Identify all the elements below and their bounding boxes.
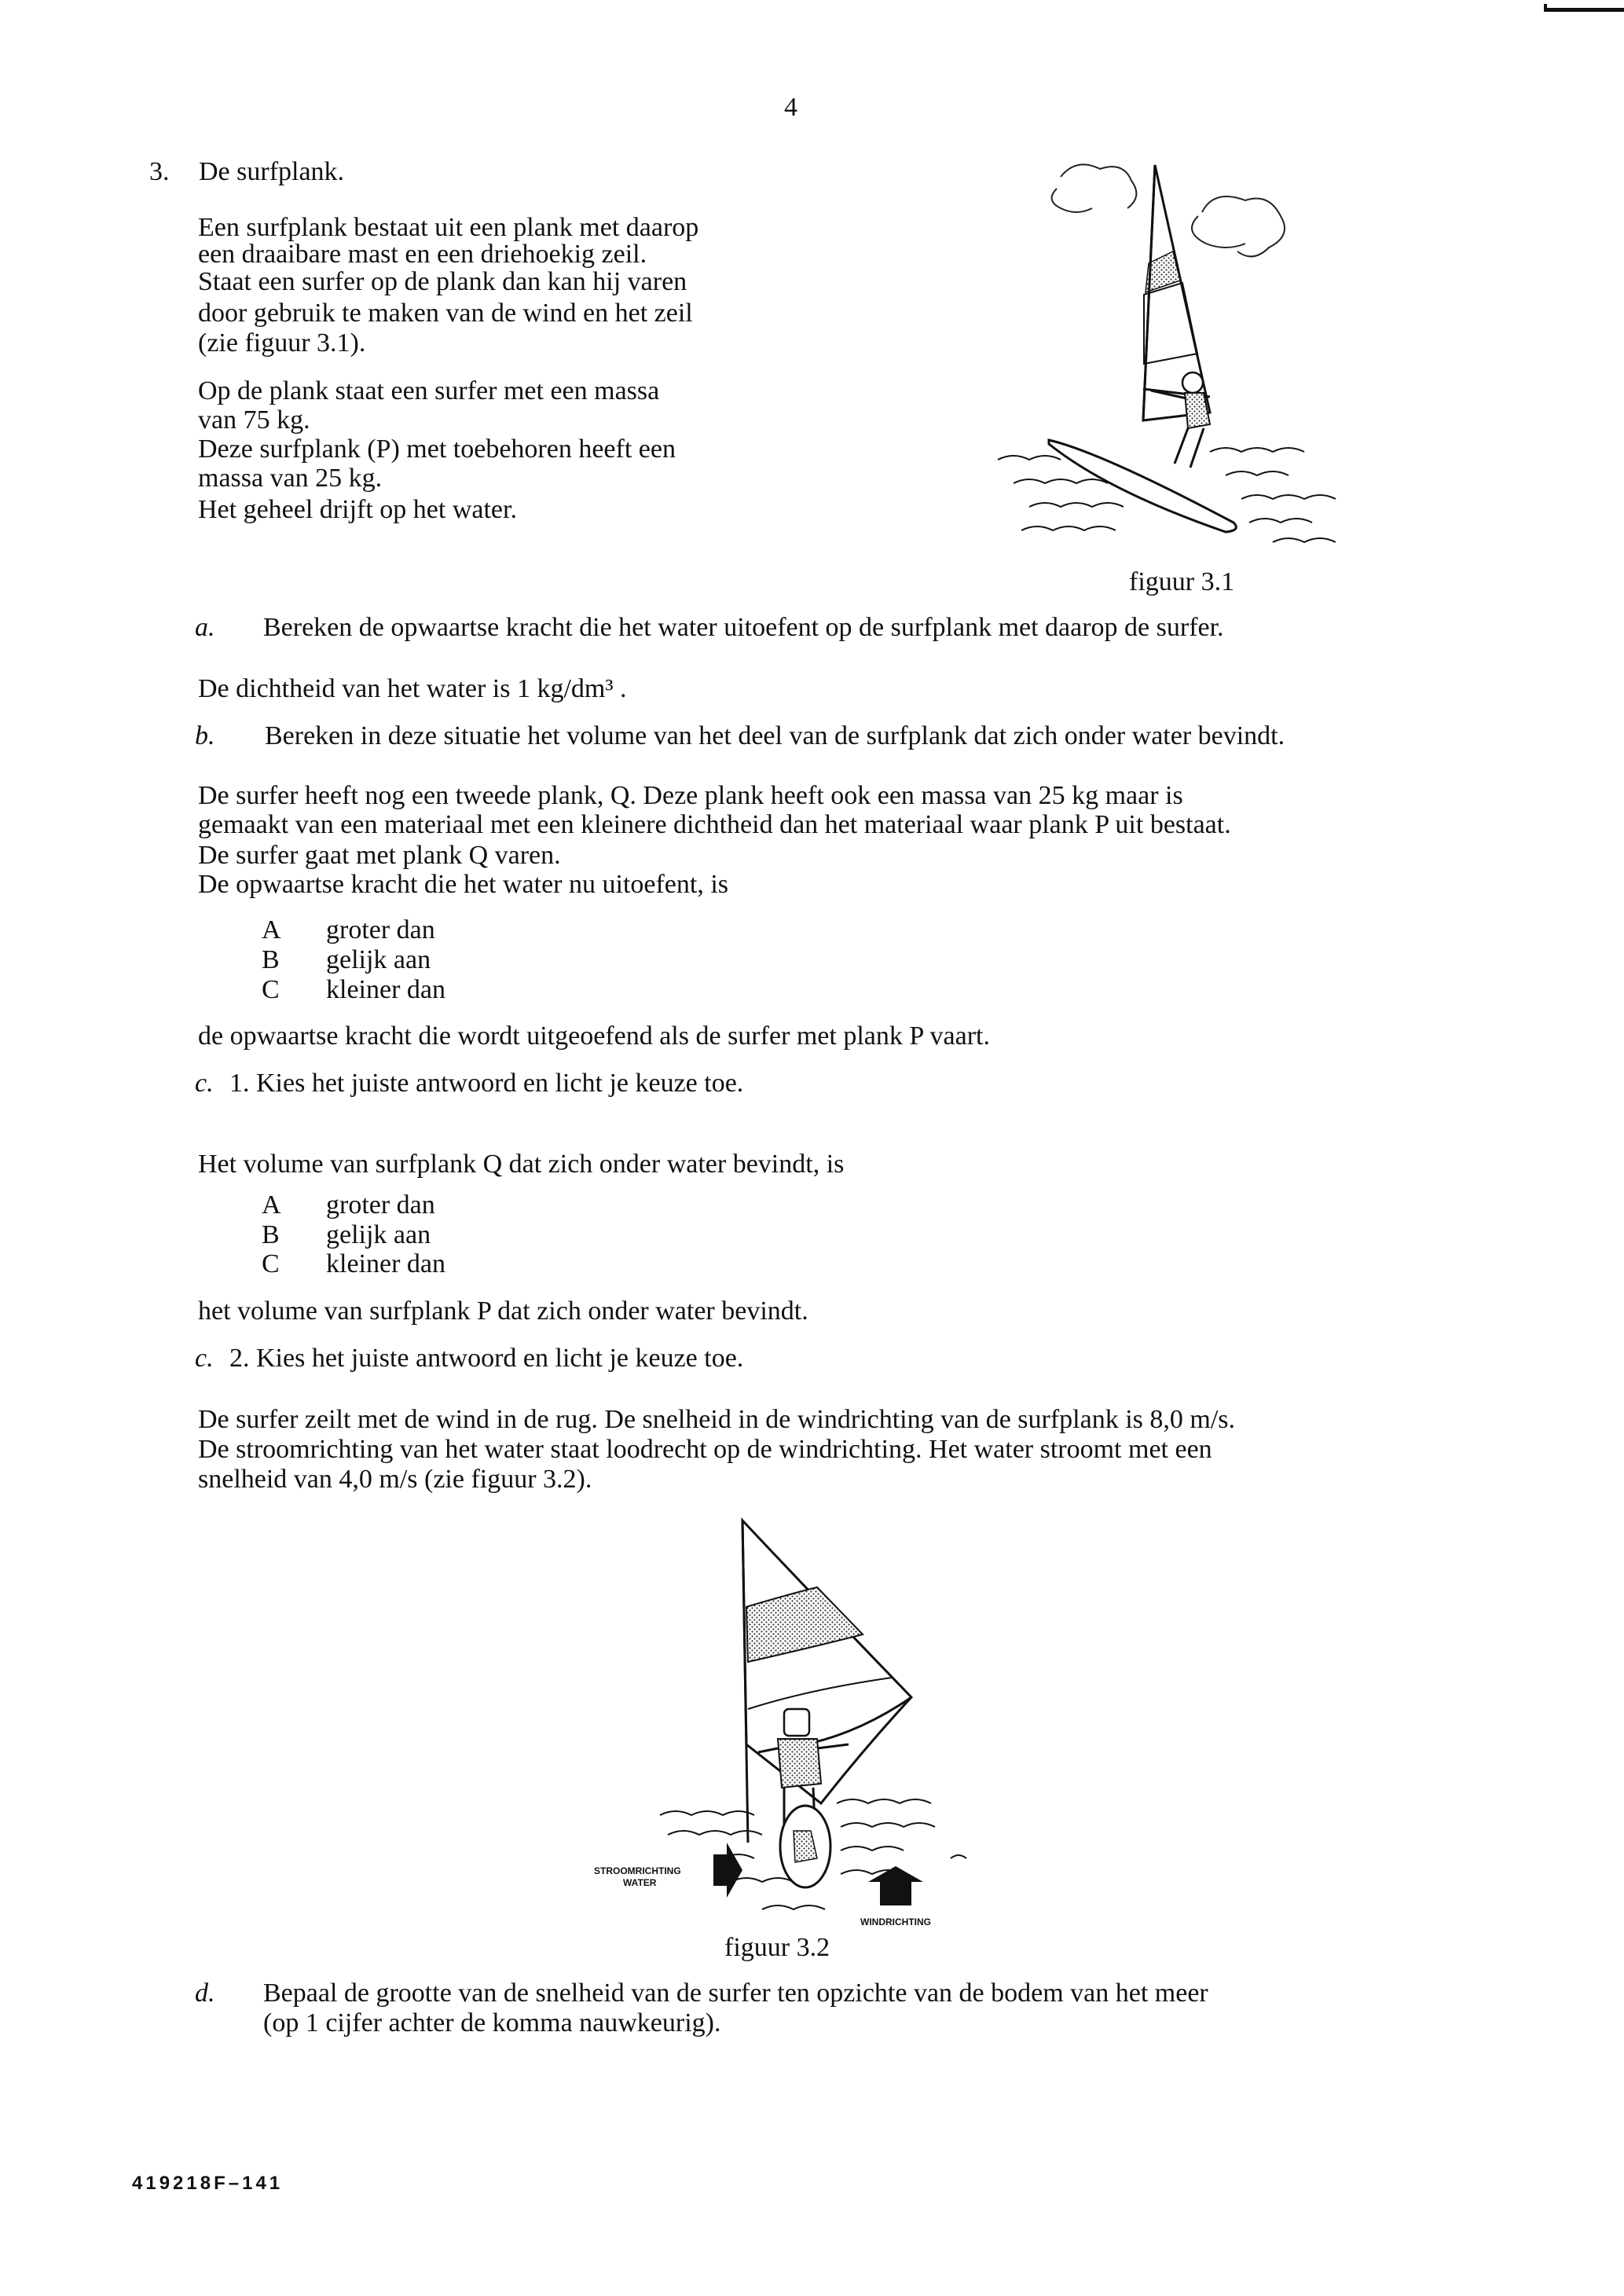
corner-mark-tick <box>1544 4 1547 12</box>
part-d-line-2: (op 1 cijfer achter de komma nauwkeurig). <box>263 2008 721 2037</box>
figure-3-1-windsurfer-illustration <box>974 153 1351 562</box>
intro-2-line-3: Deze surfplank (P) met toebehoren heeft een <box>198 435 676 464</box>
footer-code: 419218F–141 <box>132 2173 284 2194</box>
intro-2-line-1: Op de plank staat een surfer met een massa <box>198 376 660 405</box>
intro-2-line-4: massa van 25 kg. <box>198 464 383 493</box>
part-d-line-1: Bepaal de grootte van de snelheid van de surfer ten opzichte van de bodem van het meer <box>263 1979 1208 2008</box>
wind-line-1: De surfer zeilt met de wind in de rug. De snelheid in de windrichting van de surfplank is 8,0 m/s. <box>198 1405 1236 1434</box>
intro-2-line-5: Het geheel drijft op het water. <box>198 495 517 524</box>
plank-q-line-4: De opwaartse kracht die het water nu uitoefent, is <box>198 870 729 899</box>
options-1-after-text: de opwaartse kracht die wordt uitgeoefend als de surfer met plank P vaart. <box>198 1021 990 1051</box>
options-2-after-text: het volume van surfplank P dat zich onder water bevindt. <box>198 1297 808 1326</box>
plank-q-line-1: De surfer heeft nog een tweede plank, Q. Deze plank heeft ook een massa van 25 kg maar is <box>198 781 1183 810</box>
part-b-text: Bereken in deze situatie het volume van het deel van de surfplank dat zich onder water bevindt. <box>265 721 1285 750</box>
part-a-label: a. <box>195 613 215 642</box>
option-2-text-c: kleiner dan <box>326 1249 445 1278</box>
part-c2-label: c. <box>195 1344 214 1373</box>
figure-3-2-label-wind: WINDRICHTING <box>860 1916 931 1927</box>
part-a-text: Bereken de opwaartse kracht die het water uitoefent op de surfplank met daarop de surfer. <box>263 613 1224 642</box>
volume-q-text: Het volume van surfplank Q dat zich onder water bevindt, is <box>198 1150 845 1179</box>
part-c1-label: c. <box>195 1069 214 1098</box>
option-2-text-b: gelijk aan <box>326 1220 431 1249</box>
intro-2-line-2: van 75 kg. <box>198 405 310 435</box>
figure-3-1-caption: figuur 3.1 <box>1129 567 1235 596</box>
intro-1-line-3: Staat een surfer op de plank dan kan hij varen <box>198 267 687 296</box>
wind-line-2: De stroomrichting van het water staat loodrecht op de windrichting. Het water stroomt met een <box>198 1435 1212 1464</box>
plank-q-line-2: gemaakt van een materiaal met een kleinere dichtheid dan het materiaal waar plank P uit bestaat. <box>198 810 1231 839</box>
page-number: 4 <box>784 93 797 122</box>
intro-1-line-2: een draaibare mast en een driehoekig zeil. <box>198 240 647 269</box>
density-text: De dichtheid van het water is 1 kg/dm³ . <box>198 674 627 703</box>
figure-3-2-label-current-line-2: WATER <box>623 1877 657 1888</box>
wind-line-3: snelheid van 4,0 m/s (zie figuur 3.2). <box>198 1465 592 1494</box>
part-c1-text: 1. Kies het juiste antwoord en licht je keuze toe. <box>229 1069 744 1098</box>
option-1-letter-a: A <box>262 915 281 944</box>
option-1-text-c: kleiner dan <box>326 975 445 1004</box>
intro-1-line-5: (zie figuur 3.1). <box>198 328 366 358</box>
part-c2-text: 2. Kies het juiste antwoord en licht je keuze toe. <box>229 1344 744 1373</box>
option-2-text-a: groter dan <box>326 1190 435 1220</box>
intro-1-line-4: door gebruik te maken van de wind en het zeil <box>198 299 693 328</box>
option-2-letter-c: C <box>262 1249 280 1278</box>
corner-mark <box>1544 8 1624 12</box>
plank-q-line-3: De surfer gaat met plank Q varen. <box>198 841 561 870</box>
part-d-label: d. <box>195 1979 215 2008</box>
option-1-letter-c: C <box>262 975 280 1004</box>
figure-3-2-caption: figuur 3.2 <box>724 1933 830 1962</box>
question-title: De surfplank. <box>199 157 345 186</box>
option-1-letter-b: B <box>262 945 280 974</box>
option-1-text-a: groter dan <box>326 915 435 944</box>
part-b-label: b. <box>195 721 215 750</box>
option-2-letter-a: A <box>262 1190 281 1220</box>
option-1-text-b: gelijk aan <box>326 945 431 974</box>
question-number: 3. <box>149 157 170 186</box>
option-2-letter-b: B <box>262 1220 280 1249</box>
figure-3-2-label-current-line-1: STROOMRICHTING <box>594 1865 681 1876</box>
intro-1-line-1: Een surfplank bestaat uit een plank met daarop <box>198 213 699 242</box>
